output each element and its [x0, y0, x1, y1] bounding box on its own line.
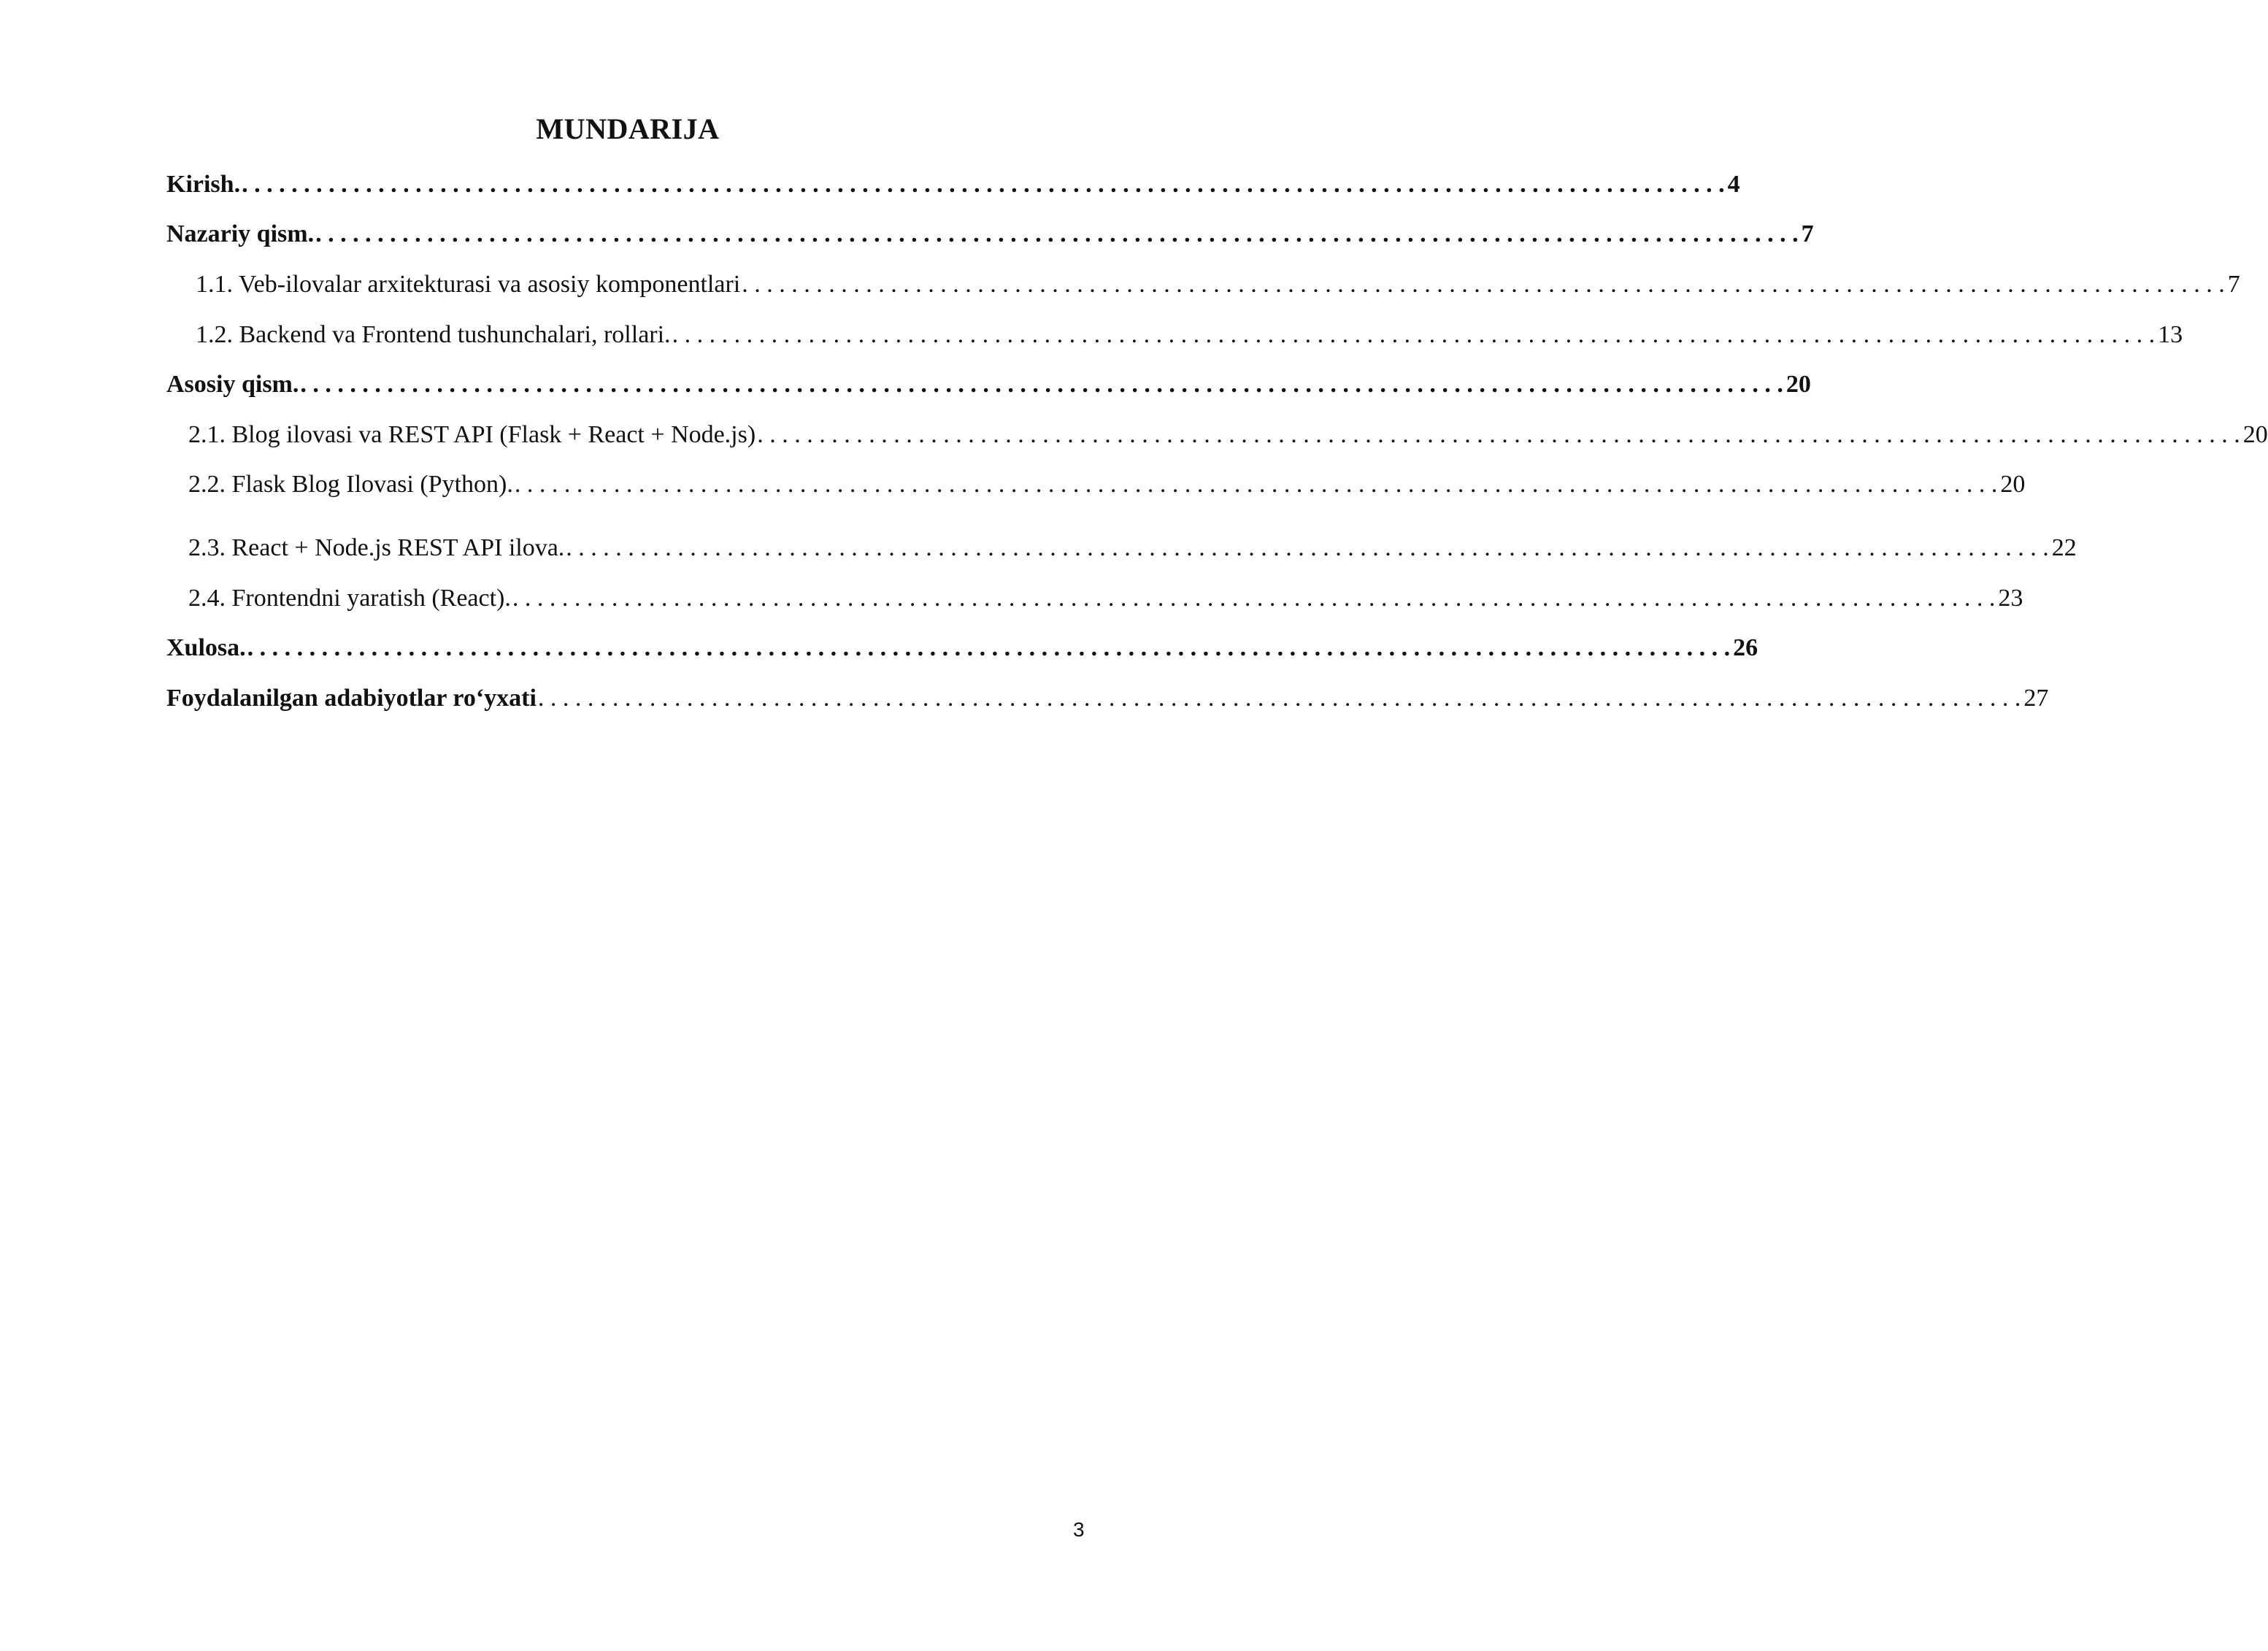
toc-entry-page: 23	[1998, 585, 2023, 612]
toc-leader-dots: . . . . . . . . . . . . . . . . . . . . . . . . . . . . . . . . . . . . . . . . . . . . . . . . . . . . . . . . . . . . . . . . . . . . . . . . . . . . . . . . . . . . . . . . . . . . . . . . . . . . . . . . . . . . . . . . . . . . . . . .	[757, 421, 2240, 448]
toc-entry-adabiyotlar	[166, 682, 2049, 715]
toc-entry-label: 2.1. Blog ilovasi va REST API (Flask + React + Node.js)	[188, 421, 756, 448]
toc-leader-dots: . . . . . . . . . . . . . . . . . . . . . . . . . . . . . . . . . . . . . . . . . . . . . . . . . . . . . . . . . . . . . . . . . . . . . . . . . . . . . . . . . . . . . . . . . . . . . . . . . . . . . . . . . . . . . . . . . . . . . . . .	[514, 471, 1998, 498]
toc-entry-label: 1.1. Veb-ilovalar arxitekturasi va asosiy komponentlari	[196, 271, 741, 298]
toc-entry-nazariy-qism	[166, 218, 1814, 250]
toc-entry-page: 20	[2000, 471, 2026, 498]
toc-entry-2-1	[188, 419, 2268, 451]
toc-entry-label: Xulosa.	[166, 634, 246, 661]
toc-entry-asosiy-qism	[166, 369, 1811, 401]
toc-entry-page: 13	[2158, 321, 2183, 348]
toc-entry-2-3	[188, 532, 2077, 564]
toc-leader-dots: . . . . . . . . . . . . . . . . . . . . . . . . . . . . . . . . . . . . . . . . . . . . . . . . . . . . . . . . . . . . . . . . . . . . . . . . . . . . . . . . . . . . . . . . . . . . . . . . . . . . . . . . . . . . . . . . . . . . . . . .	[566, 534, 2049, 561]
toc-entry-page: 4	[1727, 171, 1740, 198]
toc-leader-dots: . . . . . . . . . . . . . . . . . . . . . . . . . . . . . . . . . . . . . . . . . . . . . . . . . . . . . . . . . . . . . . . . . . . . . . . . . . . . . . . . . . . . . . . . . . . . . . . . . . . . . . . . . . . . . . . . . . . . . . . .	[300, 371, 1783, 398]
toc-entry-page: 20	[1785, 371, 1811, 398]
toc-entry-label: Foydalanilgan adabiyotlar ro‘yxati	[166, 685, 537, 712]
toc-entry-2-2	[188, 469, 2026, 501]
page-number: 3	[1073, 1518, 1085, 1541]
toc-entry-1-1	[196, 269, 2240, 301]
toc-entry-page: 7	[1801, 220, 1814, 247]
toc-entry-label: Asosiy qism.	[166, 371, 299, 398]
toc-leader-dots: . . . . . . . . . . . . . . . . . . . . . . . . . . . . . . . . . . . . . . . . . . . . . . . . . . . . . . . . . . . . . . . . . . . . . . . . . . . . . . . . . . . . . . . . . . . . . . . . . . . . . . . . . . . . . . . . . . . . . . . .	[672, 321, 2156, 348]
toc-entry-label: 2.3. React + Node.js REST API ilova.	[188, 534, 565, 561]
toc-entry-page: 22	[2051, 534, 2077, 561]
toc-entry-label: 2.2. Flask Blog Ilovasi (Python).	[188, 471, 513, 498]
toc-entry-1-2	[196, 319, 2183, 351]
toc-leader-dots: . . . . . . . . . . . . . . . . . . . . . . . . . . . . . . . . . . . . . . . . . . . . . . . . . . . . . . . . . . . . . . . . . . . . . . . . . . . . . . . . . . . . . . . . . . . . . . . . . . . . . . . . . . . . . . . . . . . . . . . .	[315, 220, 1799, 247]
toc-leader-dots: . . . . . . . . . . . . . . . . . . . . . . . . . . . . . . . . . . . . . . . . . . . . . . . . . . . . . . . . . . . . . . . . . . . . . . . . . . . . . . . . . . . . . . . . . . . . . . . . . . . . . . . . . . . . . . . . . . . . . . . .	[537, 685, 2021, 712]
toc-entry-page: 27	[2023, 685, 2049, 712]
toc-entry-label: 1.2. Backend va Frontend tushunchalari, rollari.	[196, 321, 671, 348]
toc-title: MUNDARIJA	[536, 112, 720, 145]
toc-entry-label: 2.4. Frontendni yaratish (React).	[188, 585, 511, 612]
toc-leader-dots: . . . . . . . . . . . . . . . . . . . . . . . . . . . . . . . . . . . . . . . . . . . . . . . . . . . . . . . . . . . . . . . . . . . . . . . . . . . . . . . . . . . . . . . . . . . . . . . . . . . . . . . . . . . . . . . . . . . . . . . .	[512, 585, 1996, 612]
toc-leader-dots: . . . . . . . . . . . . . . . . . . . . . . . . . . . . . . . . . . . . . . . . . . . . . . . . . . . . . . . . . . . . . . . . . . . . . . . . . . . . . . . . . . . . . . . . . . . . . . . . . . . . . . . . . . . . . . . . . . . . . . . .	[242, 171, 1725, 198]
toc-entry-2-4	[188, 582, 2023, 615]
toc-entry-page: 26	[1733, 634, 1758, 661]
toc-entry-label: Nazariy qism.	[166, 220, 315, 247]
toc-entry-page: 7	[2227, 271, 2240, 298]
toc-entry-page: 20	[2242, 421, 2268, 448]
toc-leader-dots: . . . . . . . . . . . . . . . . . . . . . . . . . . . . . . . . . . . . . . . . . . . . . . . . . . . . . . . . . . . . . . . . . . . . . . . . . . . . . . . . . . . . . . . . . . . . . . . . . . . . . . . . . . . . . . . . . . . . . . . .	[742, 271, 2225, 298]
toc-entry-kirish	[166, 169, 1740, 201]
toc-entry-xulosa	[166, 632, 1758, 664]
toc-entry-label: Kirish.	[166, 171, 241, 198]
toc-leader-dots: . . . . . . . . . . . . . . . . . . . . . . . . . . . . . . . . . . . . . . . . . . . . . . . . . . . . . . . . . . . . . . . . . . . . . . . . . . . . . . . . . . . . . . . . . . . . . . . . . . . . . . . . . . . . . . . . . . . . . . . .	[247, 634, 1731, 661]
